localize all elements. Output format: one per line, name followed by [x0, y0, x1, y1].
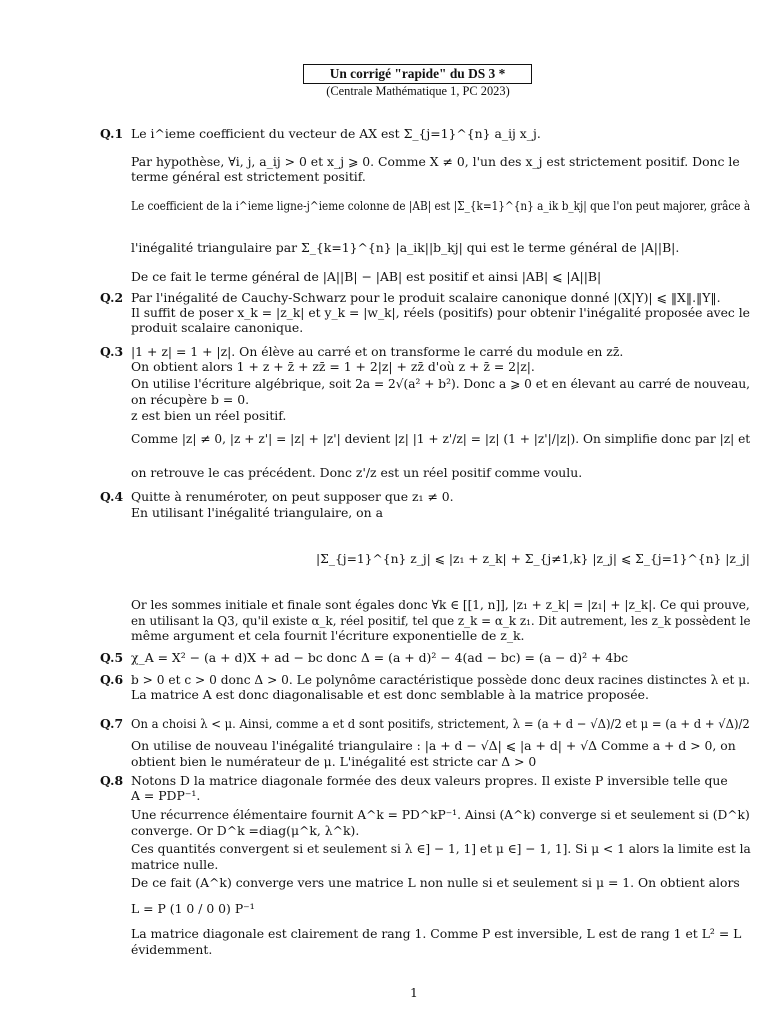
question-label: Q.3: [100, 344, 124, 359]
question-label: Q.4: [100, 489, 124, 504]
page-number: 1: [410, 985, 418, 1000]
document-subtitle: (Centrale Mathématique 1, PC 2023): [326, 84, 510, 98]
question-3-line-3: On utilise l'écriture algébrique, soit 2a = 2√(a² + b²). Donc a ⩾ 0 et en élevant au carré de nouveau,: [131, 376, 751, 391]
question-8-line-7: De ce fait (A^k) converge vers une matrice L non nulle si et seulement si μ = 1. On obtient alors: [131, 875, 740, 890]
question-3-line-7: on retrouve le cas précédent. Donc z'/z est un réel positif comme voulu.: [131, 465, 583, 480]
question-4-line-4: Or les sommes initiale et finale sont égales donc ∀k ∈ [[1, n]], |z₁ + z_k| = |z₁| + |z_k|. Ce qui prouve,: [131, 597, 750, 612]
question-1-line-6: De ce fait le terme général de |A||B| − |AB| est positif et ainsi |AB| ⩽ |A||B|: [131, 269, 602, 284]
question-label: Q.6: [100, 672, 124, 687]
question-6-line-2: La matrice A est donc diagonalisable et est donc semblable à la matrice proposée.: [131, 687, 649, 702]
question-3-line-1: |1 + z| = 1 + |z|. On élève au carré et on transforme le carré du module en zz̄.: [131, 344, 624, 359]
question-1-line-5: l'inégalité triangulaire par Σ_{k=1}^{n} |a_ik||b_kj| qui est le terme général de |A||B|.: [131, 240, 680, 255]
question-8-line-2: A = PDP⁻¹.: [131, 788, 201, 803]
question-8-line-1: Notons D la matrice diagonale formée des deux valeurs propres. Il existe P inversible telle que: [131, 773, 728, 788]
question-8-line-6: matrice nulle.: [131, 857, 219, 872]
question-8-line-8: L = P (1 0 / 0 0) P⁻¹: [131, 901, 255, 916]
question-1-line-3: terme général est strictement positif.: [131, 169, 366, 184]
question-4-line-5: en utilisant la Q3, qu'il existe α_k, réel positif, tel que z_k = α_k z₁. Dit autrement, les z_k possèdent le: [131, 613, 751, 628]
question-8-line-5: Ces quantités convergent si et seulement si λ ∈] − 1, 1] et μ ∈] − 1, 1]. Si μ < 1 alors la limite est la: [131, 841, 751, 856]
document-title: Un corrigé "rapide" du DS 3 *: [303, 64, 532, 84]
question-4-line-2: En utilisant l'inégalité triangulaire, on a: [131, 505, 383, 520]
question-label: Q.5: [100, 650, 124, 665]
question-2-line-1: Par l'inégalité de Cauchy-Schwarz pour le produit scalaire canonique donné |(X|Y)| ⩽ ‖X‖.‖Y‖.: [131, 290, 721, 305]
question-2-line-2: Il suffit de poser x_k = |z_k| et y_k = |w_k|, réels (positifs) pour obtenir l'inégalité proposée avec le: [131, 305, 750, 320]
question-label: Q.8: [100, 773, 124, 788]
question-8-line-4: converge. Or D^k =diag(μ^k, λ^k).: [131, 823, 360, 838]
question-4-line-1: Quitte à renuméroter, on peut supposer que z₁ ≠ 0.: [131, 489, 454, 504]
question-4-line-6: même argument et cela fournit l'écriture exponentielle de z_k.: [131, 628, 525, 643]
question-3-line-5: z est bien un réel positif.: [131, 408, 287, 423]
question-8-line-3: Une récurrence élémentaire fournit A^k = PD^kP⁻¹. Ainsi (A^k) converge si et seulement si (D^k): [131, 807, 750, 822]
question-1-line-2: Par hypothèse, ∀i, j, a_ij > 0 et x_j ⩾ 0. Comme X ≠ 0, l'un des x_j est strictement positif. Donc le: [131, 154, 740, 169]
question-8-line-9: La matrice diagonale est clairement de rang 1. Comme P est inversible, L est de rang 1 et L² = L: [131, 926, 742, 941]
question-5-line-1: χ_A = X² − (a + d)X + ad − bc donc Δ = (a + d)² − 4(ad − bc) = (a − d)² + 4bc: [131, 650, 629, 665]
question-2-line-3: produit scalaire canonique.: [131, 320, 304, 335]
question-7-line-2: On utilise de nouveau l'inégalité triangulaire : |a + d − √Δ| ⩽ |a + d| + √Δ Comme a + d > 0, on: [131, 738, 736, 753]
question-8-line-10: évidemment.: [131, 942, 213, 957]
question-7-line-3: obtient bien le numérateur de μ. L'inégalité est stricte car Δ > 0: [131, 754, 537, 769]
question-6-line-1: b > 0 et c > 0 donc Δ > 0. Le polynôme caractéristique possède donc deux racines distinctes λ et μ.: [131, 672, 751, 687]
question-1-line-1: Le i^ieme coefficient du vecteur de AX est Σ_{j=1}^{n} a_ij x_j.: [131, 126, 541, 141]
question-3-line-4: on récupère b = 0.: [131, 392, 250, 407]
question-label: Q.7: [100, 716, 124, 731]
question-3-line-6: Comme |z| ≠ 0, |z + z'| = |z| + |z'| devient |z| |1 + z'/z| = |z| (1 + |z'|/|z|). On simplifie donc par |z| et: [131, 431, 751, 446]
question-4-display-equation: |Σ_{j=1}^{n} z_j| ⩽ |z₁ + z_k| + Σ_{j≠1,k} |z_j| ⩽ Σ_{j=1}^{n} |z_j|: [316, 551, 750, 566]
question-1-line-4: Le coefficient de la i^ieme ligne-j^ieme colonne de |AB| est |Σ_{k=1}^{n} a_ik b_kj| que l'on peut majorer, grâce à: [131, 198, 751, 213]
question-label: Q.1: [100, 126, 124, 141]
question-label: Q.2: [100, 290, 124, 305]
question-7-line-1: On a choisi λ < μ. Ainsi, comme a et d sont positifs, strictement, λ = (a + d − √Δ)/2 et μ = (a + d + √Δ)/2: [131, 716, 750, 731]
question-3-line-2: On obtient alors 1 + z + z̄ + zz̄ = 1 + 2|z| + zz̄ d'où z + z̄ = 2|z|.: [131, 359, 535, 374]
